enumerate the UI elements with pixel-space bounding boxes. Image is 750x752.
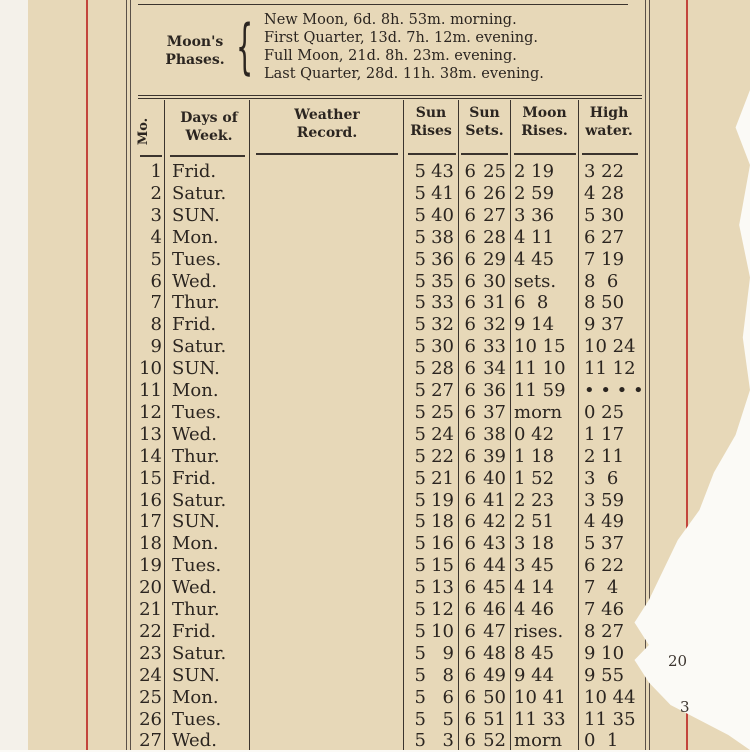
sun-rise-minute: 18 [431,511,454,533]
table-row [0,424,720,446]
header-sun-sets: Sun Sets. [465,105,504,139]
sun-set-minute: 45 [483,577,506,599]
high-water-cell: 3 22 [584,161,625,182]
high-water-cell: 11 35 [584,708,636,730]
sun-set-hour: 6 [464,620,476,642]
sun-set-minute: 26 [483,182,506,204]
sun-rise-minute: 19 [431,489,454,511]
moon-rise-cell: morn [514,401,563,423]
table-row [0,292,720,314]
high-water-cell: 2 11 [584,445,625,467]
day-number: 5 [150,248,162,270]
sun-rise-minute: 30 [431,336,454,358]
table-row [0,314,720,336]
day-number: 12 [139,401,162,423]
table-row [0,183,720,205]
sun-set-hour: 6 [464,686,476,708]
sun-rise-hour: 5 [414,292,426,314]
sun-rise-hour: 5 [414,204,426,226]
sun-rise-hour: 5 [414,730,426,752]
moon-rise-cell: 4 14 [514,577,555,599]
sun-set-minute: 49 [483,664,506,686]
day-of-week: Wed. [172,730,217,752]
sun-rise-hour: 5 [414,161,426,182]
sun-rise-hour: 5 [414,445,426,467]
day-number: 3 [150,204,162,226]
moon-rise-cell: 9 14 [514,314,555,336]
sun-set-hour: 6 [464,642,476,664]
table-row [0,490,720,512]
high-water-cell: • • • • [584,380,644,401]
day-number: 9 [150,336,162,358]
high-water-cell: 4 28 [584,182,625,204]
sun-set-hour: 6 [464,445,476,467]
day-number: 21 [139,599,162,620]
sun-rise-minute: 35 [431,270,454,292]
sun-set-hour: 6 [464,204,476,226]
day-number: 1 [150,161,162,182]
sun-rise-hour: 5 [414,248,426,270]
header-high-water: High water. [585,105,633,139]
sun-rise-hour: 5 [414,226,426,248]
sun-rise-hour: 5 [414,423,426,445]
header-days-of-week: Days of Week. [180,110,238,144]
moon-rise-cell: 3 45 [514,555,555,577]
day-number: 19 [139,555,162,577]
day-number: 7 [150,292,162,314]
table-row [0,577,720,599]
sun-rise-minute: 9 [442,642,454,664]
header-weather-record: Weather Record. [294,107,360,141]
high-water-cell: 9 37 [584,314,625,336]
sun-set-minute: 47 [483,620,506,642]
day-number: 14 [139,445,162,467]
day-number: 13 [139,423,162,445]
day-of-week: SUN. [172,511,220,533]
sun-rise-minute: 8 [442,664,454,686]
phase-full-moon: Full Moon, 21d. 8h. 23m. evening. [264,48,517,64]
moon-rise-cell: 2 59 [514,182,555,204]
moon-rise-cell: 10 15 [514,336,566,358]
sun-rise-hour: 5 [414,620,426,642]
sun-set-hour: 6 [464,314,476,336]
day-number: 15 [139,467,162,489]
high-water-cell: 1 17 [584,423,625,445]
sun-rise-hour: 5 [414,708,426,730]
sun-set-minute: 51 [483,708,506,730]
sun-rise-hour: 5 [414,555,426,577]
moon-rise-cell: sets. [514,270,557,292]
sun-set-minute: 41 [483,489,506,511]
sun-rise-minute: 24 [431,423,454,445]
sun-rise-hour: 5 [414,489,426,511]
sun-set-minute: 37 [483,401,506,423]
day-of-week: Satur. [172,182,227,204]
sun-set-minute: 50 [483,686,506,708]
sun-set-hour: 6 [464,248,476,270]
sun-rise-minute: 41 [431,182,454,204]
table-row [0,271,720,293]
high-water-cell: 6 27 [584,226,625,248]
high-water-cell: 8 27 [584,620,625,642]
sun-set-minute: 30 [483,270,506,292]
hdr-underline-weather [256,153,398,155]
sun-rise-hour: 5 [414,533,426,555]
day-of-week: Wed. [172,577,217,599]
sun-set-minute: 27 [483,204,506,226]
sun-rise-hour: 5 [414,511,426,533]
day-of-week: Wed. [172,270,217,292]
table-row [0,205,720,227]
day-of-week: SUN. [172,358,220,380]
table-row [0,402,720,424]
sun-set-minute: 44 [483,555,506,577]
sun-set-hour: 6 [464,358,476,380]
high-water-cell: 0 25 [584,401,625,423]
table-row [0,358,720,380]
day-of-week: Frid. [172,620,217,642]
sun-rise-hour: 5 [414,664,426,686]
phase-new-moon: New Moon, 6d. 8h. 53m. morning. [264,12,517,28]
sun-set-minute: 42 [483,511,506,533]
moon-rise-cell: 9 44 [514,664,555,686]
sun-set-hour: 6 [464,270,476,292]
sun-set-minute: 28 [483,226,506,248]
day-number: 20 [139,577,162,599]
phases-bottom-rule-2 [138,98,642,99]
moon-rise-cell: 2 51 [514,511,555,533]
day-of-week: Mon. [172,226,219,248]
sun-rise-hour: 5 [414,380,426,401]
moon-rise-cell: 10 41 [514,686,566,708]
sun-rise-minute: 32 [431,314,454,336]
sun-set-hour: 6 [464,533,476,555]
moon-rise-cell: 1 18 [514,445,555,467]
moon-rise-cell: 4 45 [514,248,555,270]
sun-set-minute: 36 [483,380,506,401]
day-of-week: Tues. [172,555,222,577]
day-number: 8 [150,314,162,336]
high-water-cell: 3 6 [584,467,619,489]
table-row [0,227,720,249]
sun-set-hour: 6 [464,292,476,314]
sun-set-hour: 6 [464,161,476,182]
sun-rise-hour: 5 [414,642,426,664]
day-number: 18 [139,533,162,555]
sun-rise-minute: 21 [431,467,454,489]
high-water-cell: 7 46 [584,599,625,620]
sun-set-minute: 48 [483,642,506,664]
sun-set-hour: 6 [464,730,476,752]
sun-rise-hour: 5 [414,577,426,599]
sun-rise-hour: 5 [414,401,426,423]
top-rule [138,4,628,5]
sun-set-minute: 43 [483,533,506,555]
torn-fragment-number: 3 [680,698,690,716]
day-of-week: Satur. [172,642,227,664]
day-number: 2 [150,182,162,204]
day-number: 16 [139,489,162,511]
table-row [0,468,720,490]
sun-rise-minute: 36 [431,248,454,270]
sun-set-minute: 40 [483,467,506,489]
sun-set-hour: 6 [464,599,476,620]
sun-rise-hour: 5 [414,686,426,708]
moon-rise-cell: 2 19 [514,161,555,182]
table-row [0,555,720,577]
table-row [0,730,720,752]
sun-rise-minute: 13 [431,577,454,599]
sun-set-hour: 6 [464,467,476,489]
sun-rise-minute: 40 [431,204,454,226]
sun-set-minute: 34 [483,358,506,380]
hdr-underline-moonrise [514,153,576,155]
sun-rise-minute: 15 [431,555,454,577]
day-of-week: Tues. [172,248,222,270]
hdr-underline-sunrise [408,153,456,155]
moon-rise-cell: 11 59 [514,380,566,401]
table-row [0,161,720,183]
sun-set-hour: 6 [464,708,476,730]
torn-fragment-number: 20 [668,652,688,670]
table-row [0,533,720,555]
high-water-cell: 8 50 [584,292,625,314]
high-water-cell: 4 49 [584,511,625,533]
table-row [0,687,720,709]
sun-rise-hour: 5 [414,358,426,380]
sun-set-minute: 29 [483,248,506,270]
table-row [0,709,720,731]
day-of-week: Satur. [172,336,227,358]
sun-set-hour: 6 [464,555,476,577]
day-of-week: Tues. [172,401,222,423]
sun-set-hour: 6 [464,577,476,599]
high-water-cell: 8 6 [584,270,619,292]
day-number: 6 [150,270,162,292]
sun-rise-minute: 33 [431,292,454,314]
hdr-underline-mo [140,155,162,157]
sun-rise-minute: 16 [431,533,454,555]
moon-rise-cell: 0 42 [514,423,555,445]
table-row [0,665,720,687]
table-row [0,336,720,358]
day-number: 25 [139,686,162,708]
day-of-week: SUN. [172,204,220,226]
table-row [0,380,720,402]
day-of-week: SUN. [172,664,220,686]
sun-set-minute: 39 [483,445,506,467]
day-of-week: Frid. [172,467,217,489]
sun-rise-minute: 25 [431,401,454,423]
table-row [0,643,720,665]
hdr-underline-days [170,155,245,157]
sun-rise-hour: 5 [414,599,426,620]
moon-rise-cell: 2 23 [514,489,555,511]
moon-rise-cell: 4 46 [514,599,555,620]
sun-rise-minute: 27 [431,380,454,401]
day-number: 17 [139,511,162,533]
day-of-week: Tues. [172,708,222,730]
sun-set-minute: 46 [483,599,506,620]
header-sun-rises: Sun Rises [410,105,452,139]
high-water-cell: 10 24 [584,336,636,358]
sun-rise-minute: 6 [442,686,454,708]
day-of-week: Thur. [172,445,220,467]
high-water-cell: 7 19 [584,248,625,270]
day-of-week: Mon. [172,686,219,708]
sun-rise-minute: 22 [431,445,454,467]
sun-rise-minute: 38 [431,226,454,248]
phase-last-quarter: Last Quarter, 28d. 11h. 38m. evening. [264,66,544,82]
high-water-cell: 6 22 [584,555,625,577]
sun-set-hour: 6 [464,401,476,423]
day-of-week: Mon. [172,533,219,555]
day-number: 22 [139,620,162,642]
sun-set-hour: 6 [464,380,476,401]
phase-first-quarter: First Quarter, 13d. 7h. 12m. evening. [264,30,538,46]
sun-set-hour: 6 [464,423,476,445]
day-of-week: Thur. [172,599,220,620]
day-number: 4 [150,226,162,248]
sun-rise-hour: 5 [414,314,426,336]
sun-set-hour: 6 [464,336,476,358]
sun-set-minute: 33 [483,336,506,358]
sun-set-minute: 25 [483,161,506,182]
table-row [0,621,720,643]
high-water-cell: 11 12 [584,358,636,380]
moon-rise-cell: 11 10 [514,358,566,380]
high-water-cell: 3 59 [584,489,625,511]
day-number: 23 [139,642,162,664]
high-water-cell: 5 37 [584,533,625,555]
moon-phases-label: Moon's Phases. [165,34,225,68]
moon-rise-cell: 6 8 [514,292,549,314]
sun-set-hour: 6 [464,664,476,686]
moon-rise-cell: 3 18 [514,533,555,555]
day-of-week: Frid. [172,314,217,336]
sun-rise-hour: 5 [414,336,426,358]
sun-set-minute: 38 [483,423,506,445]
moon-rise-cell: 3 36 [514,204,555,226]
sun-rise-minute: 10 [431,620,454,642]
day-number: 11 [139,380,162,401]
day-number: 10 [139,358,162,380]
sun-set-hour: 6 [464,489,476,511]
moon-rise-cell: 11 33 [514,708,566,730]
moon-rise-cell: rises. [514,620,564,642]
table-row [0,511,720,533]
hdr-underline-highwater [582,153,638,155]
high-water-cell: 5 30 [584,204,625,226]
sun-rise-minute: 12 [431,599,454,620]
sun-rise-hour: 5 [414,270,426,292]
sun-set-minute: 31 [483,292,506,314]
day-of-week: Mon. [172,380,219,401]
day-number: 24 [139,664,162,686]
moon-rise-cell: 8 45 [514,642,555,664]
hdr-underline-sunset [461,153,508,155]
moon-rise-cell: 1 52 [514,467,555,489]
day-of-week: Wed. [172,423,217,445]
moon-rise-cell: morn [514,730,563,752]
sun-rise-hour: 5 [414,467,426,489]
high-water-cell: 9 10 [584,642,625,664]
sun-rise-minute: 43 [431,161,454,182]
high-water-cell: 0 1 [584,730,619,752]
moon-rise-cell: 4 11 [514,226,555,248]
sun-set-hour: 6 [464,226,476,248]
table-row [0,249,720,271]
day-of-week: Thur. [172,292,220,314]
header-mo: Mo. [136,117,152,146]
high-water-cell: 10 44 [584,686,636,708]
sun-set-hour: 6 [464,182,476,204]
day-of-week: Satur. [172,489,227,511]
day-of-week: Frid. [172,161,217,182]
brace-glyph: { [236,12,254,82]
high-water-cell: 7 4 [584,577,619,599]
sun-rise-minute: 5 [442,708,454,730]
sun-rise-minute: 28 [431,358,454,380]
header-moon-rises: Moon Rises. [521,105,568,139]
sun-set-minute: 32 [483,314,506,336]
high-water-cell: 9 55 [584,664,625,686]
sun-rise-hour: 5 [414,182,426,204]
sun-set-hour: 6 [464,511,476,533]
table-row [0,446,720,468]
day-number: 27 [139,730,162,752]
table-row [0,599,720,621]
sun-rise-minute: 3 [442,730,454,752]
day-number: 26 [139,708,162,730]
phases-bottom-rule [138,95,642,96]
sun-set-minute: 52 [483,730,506,752]
